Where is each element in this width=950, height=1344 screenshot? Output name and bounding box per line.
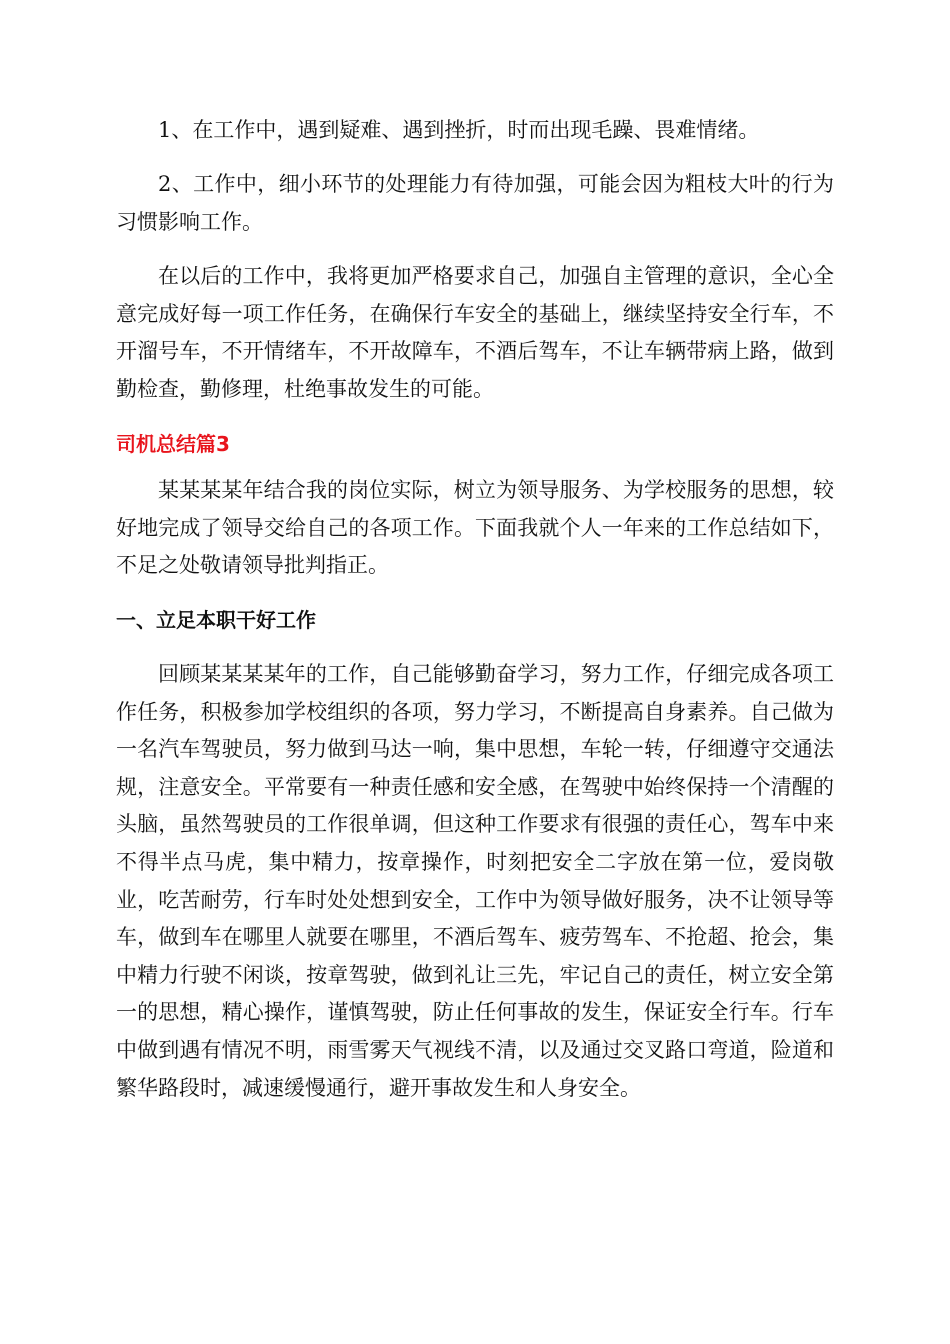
list-item-2: 2、工作中，细小环节的处理能力有待加强，可能会因为粗枝大叶的行为习惯影响工作。	[116, 172, 834, 234]
paragraph-intro: 某某某某年结合我的岗位实际，树立为领导服务、为学校服务的思想，较好地完成了领导交给自己的各项工作。下面我就个人一年来的工作总结如下，不足之处敬请领导批判指正。	[116, 478, 834, 578]
subheading: 一、立足本职干好工作	[116, 608, 316, 632]
paragraph-future-plan: 在以后的工作中，我将更加严格要求自己，加强自主管理的意识，全心全意完成好每一项工作任务，在确保行车安全的基础上，继续坚持安全行车，不开溜号车，不开情绪车，不开故障车，不酒后驾车，不让车辆带病上路，做到勤检查，勤修理，杜绝事故发生的可能。	[116, 264, 834, 401]
section-title: 司机总结篇3	[116, 432, 230, 456]
list-item-1: 1、在工作中，遇到疑难、遇到挫折，时而出现毛躁、畏难情绪。	[158, 118, 760, 142]
paragraph-review: 回顾某某某某年的工作，自己能够勤奋学习，努力工作，仔细完成各项工作任务，积极参加学校组织的各项，努力学习，不断提高自身素养。自己做为一名汽车驾驶员，努力做到马达一响，集中思想，车轮一转，仔细遵守交通法规，注意安全。平常要有一种责任感和安全感，在驾驶中始终保持一个清醒的头脑，虽然驾驶员的工作很单调，但这种工作要求有很强的责任心，驾车中来不得半点马虎，集中精力，按章操作，时刻把安全二字放在第一位，爱岗敬业，吃苦耐劳，行车时处处想到安全，工作中为领导做好服务，决不让领导等车，做到车在哪里人就要在哪里，不酒后驾车、疲劳驾车、不抢超、抢会，集中精力行驶不闲谈，按章驾驶，做到礼让三先，牢记自己的责任，树立安全第一的思想，精心操作，谨慎驾驶，防止任何事故的发生，保证安全行车。行车中做到遇有情况不明，雨雪雾天气视线不清，以及通过交叉路口弯道，险道和繁华路段时，减速缓慢通行，避开事故发生和人身安全。	[116, 662, 834, 1100]
